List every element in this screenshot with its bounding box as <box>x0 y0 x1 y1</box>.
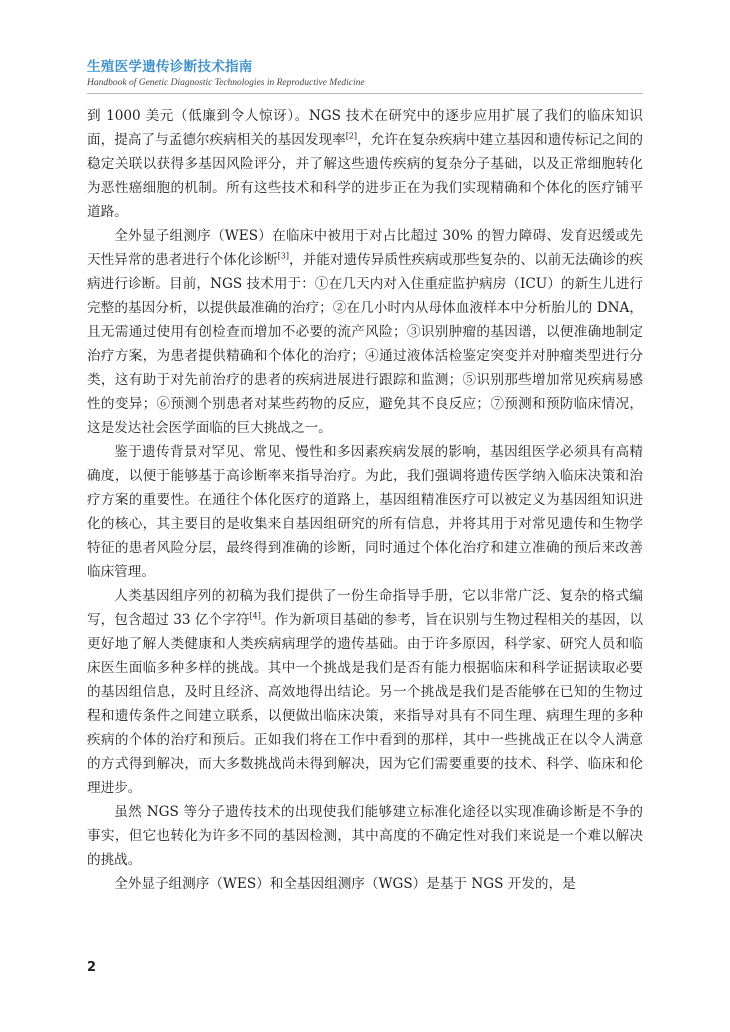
paragraph <box>87 584 643 800</box>
paragraph-text: 虽然 NGS 等分子遗传技术的出现使我们能够建立标准化途径以实现准确诊断是不争的事实，但它也转化为许多不同的基因检测，其中高度的不确定性对我们来说是一个难以解决的挑战。 <box>87 804 643 868</box>
paragraph-text: 全外显子组测序（WES）和全基因组测序（WGS）是基于 NGS 开发的，是 <box>114 876 576 892</box>
paragraph <box>87 440 643 584</box>
book-subtitle: Handbook of Genetic Diagnostic Technologies in Reproductive Medicine <box>87 78 365 88</box>
paragraph <box>87 104 643 224</box>
running-header <box>87 58 647 89</box>
citation-reference: [3] <box>277 251 289 261</box>
citation-reference: [4] <box>249 611 261 621</box>
citation-reference: [2] <box>345 131 358 141</box>
paragraph-text: 。作为新项目基础的参考，旨在识别与生物过程相关的基因，以更好地了解人类健康和人类疾病病理学的遗传基础。由于许多原因，科学家、研究人员和临床医生面临多种多样的挑战。其中一个挑战是我们是否有能力根据临床和科学证据读取必要的基因组信息，及时且经济、高效地得出结论。另一个挑战是我们是否能够在已知的生物过程和遗传条件之间建立联系，以便做出临床决策，来指导对具有不同生理、病理生理的多种疾病的个体的治疗和预后。正如我们将在工作中看到的那样，其中一些挑战正在以令人满意的方式得到解决，而大多数挑战尚未得到解决，因为它们需要重要的技术、科学、临床和伦理进步。 <box>87 612 643 796</box>
book-title: 生殖医学遗传诊断技术指南 <box>87 59 253 75</box>
paragraph <box>87 224 643 440</box>
paragraph-text: ，允许在复杂疾病中建立基因和遗传标记之间的稳定关联以获得多基因风险评分，并了解这些遗传疾病的复杂分子基础，以及正常细胞转化为恶性癌细胞的机制。所有这些技术和科学的进步正在为我们实现精确和个体化的医疗铺平道路。 <box>87 132 644 220</box>
paragraph <box>87 800 643 872</box>
paragraph-text: 到 1000 美元（低廉到令人惊讶）。NGS 技术在研究中的逐步应用扩展了我们的临床知识面，提高了与孟德尔疾病相关的基因发现率 <box>87 108 643 148</box>
body-text <box>87 104 643 896</box>
paragraph-text: ，并能对遗传异质性疾病或那些复杂的、以前无法确诊的疾病进行诊断。目前，NGS 技术用于：①在几天内对入住重症监护病房（ICU）的新生儿进行完整的基因分析，以提供最准确的治疗；②在几小时内从母体血液样本中分析胎儿的 DNA，且无需通过使用有创检查而增加不必要的流产风险；③识别肿瘤的基因谱，以便准确地制定治疗方案，为患者提供精确和个体化的治疗；④通过液体活检鉴定突变并对肿瘤类型进行分类，这有助于对先前治疗的患者的疾病进展进行跟踪和监测；⑤识别那些增加常见疾病易感性的变异；⑥预测个别患者对某些药物的反应，避免其不良反应；⑦预测和预防临床情况，这是发达社会医学面临的巨大挑战之一。 <box>87 252 644 436</box>
paragraph <box>87 872 643 896</box>
paragraph-text: 人类基因组序列的初稿为我们提供了一份生命指导手册，它以非常广泛、复杂的格式编写，包含超过 33 亿个字符 <box>87 588 643 628</box>
paragraph-text: 鉴于遗传背景对罕见、常见、慢性和多因素疾病发展的影响，基因组医学必须具有高精确度，以便于能够基于高诊断率来指导治疗。为此，我们强调将遗传医学纳入临床决策和治疗方案的重要性。在通往个体化医疗的道路上，基因组精准医疗可以被定义为基因组知识进化的核心，其主要目的是收集来自基因组研究的所有信息，并将其用于对常见遗传和生物学特征的患者风险分层，最终得到准确的诊断，同时通过个体化治疗和建立准确的预后来改善临床管理。 <box>87 444 643 580</box>
page-number: 2 <box>87 960 97 975</box>
paragraph-text: 全外显子组测序（WES）在临床中被用于对占比超过 30% 的智力障碍、发育迟缓或先天性异常的患者进行个体化诊断 <box>87 228 643 268</box>
header-divider <box>87 93 643 94</box>
